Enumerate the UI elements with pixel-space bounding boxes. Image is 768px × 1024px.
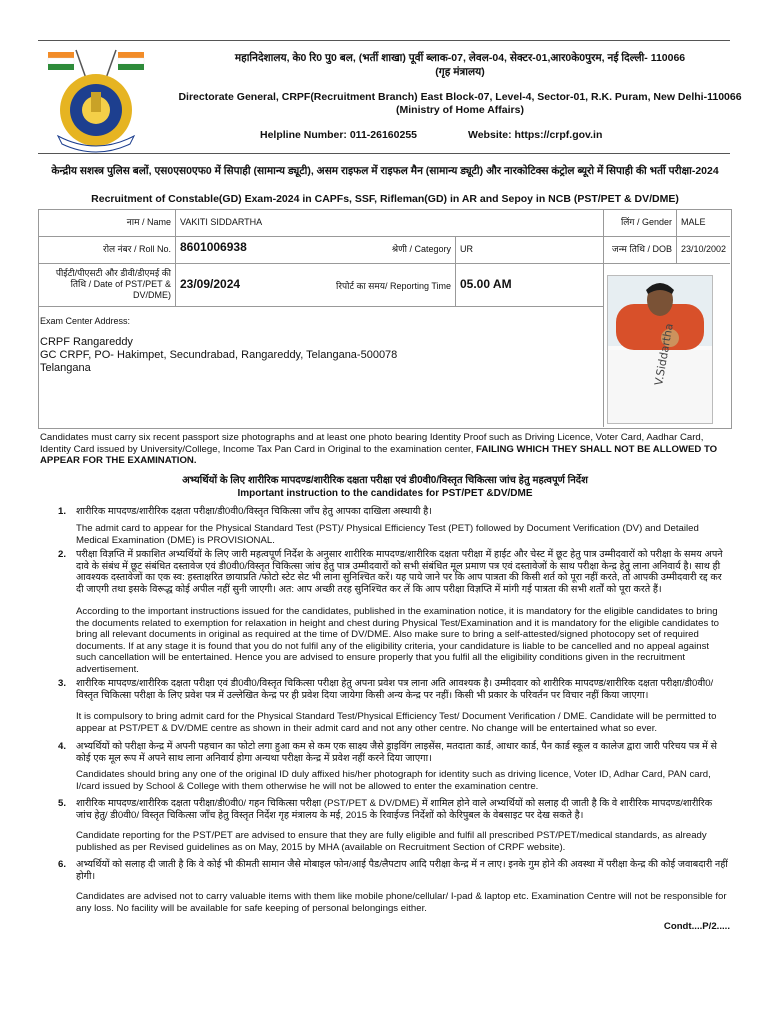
instruction-2-number: 2.: [58, 549, 67, 560]
continued-page-marker: Condt....P/2.....: [663, 921, 730, 932]
instruction-1-number: 1.: [58, 506, 67, 517]
website-link[interactable]: Website: https://crpf.gov.in: [468, 129, 603, 141]
reporting-time: 05.00 AM: [460, 277, 512, 291]
instructions-title-english: Important instruction to the candidates for PST/PET &DV/DME: [237, 488, 533, 499]
test-date-label: पीईटी/पीएसटी और डीवी/डीएमई की तिथि / Date of PST/PET & DV/DME): [55, 268, 171, 300]
instruction-6-english: Candidates are advised not to carry valuable items with them like mobile phone/cellular/ I-pad & laptop etc. Examination Centre will not be responsible for any loss. No facility will be available for safe keeping of personal belongings either.: [76, 891, 727, 914]
candidate-signature: V.Siddartha: [652, 322, 676, 387]
header-hindi-ministry: (गृह मंत्रालय): [435, 66, 485, 78]
exam-center-label: Exam Center Address:: [40, 316, 131, 326]
candidate-name: VAKITI SIDDARTHA: [180, 217, 263, 227]
exam-title-hindi: केन्द्रीय सशस्त्र पुलिस बलों, एस0एस0एफ0 में सिपाही (सामान्य ड्यूटी), असम राइफल में राइफल मैन (सामान्य ड्यूटी) और नारकोटिक्स कंट्रोल ब्यूरो में सिपाही की भर्ती परीक्षा-2024: [51, 165, 719, 177]
candidate-photo: [607, 275, 713, 424]
helpline-number: Helpline Number: 011-26160255: [260, 129, 417, 141]
instruction-3-number: 3.: [58, 678, 67, 689]
name-label: नाम / Name: [126, 217, 171, 227]
instruction-5-hindi: शारीरिक मापदण्ड/शारीरिक दक्षता परीक्षा/डी0वी0/ गहन चिकित्सा परीक्षा (PST/PET & DV/DME) में शामिल होने वाले अभ्यर्थियों को सलाह दी जाती है कि वे शारीरिक मापदण्ड/शारीरिक जांच हेतु/ डी0वी0/ विस्तृत चिकित्सा जाँच हेतु विस्तृत निर्देश गृह मंत्रालय के मई, 2015 के रिवाईज्ड निर्देशों को केरिपुबल के वेबसाइट पर देख सकते है।: [76, 798, 713, 821]
candidate-category: UR: [460, 244, 473, 254]
instruction-2-english: According to the important instructions issued for the candidates, published in the examination notice, it is mandatory for the eligible candidates to bring the documents related to exemption for relaxation in height and chest during Physical Test/Examination and it is mandatory for the eligible candidates to bring all relevant documents in original as required at the time of DV/DME. Also make sure to bring a self-attested/signed photocopy set of required documents. If at any stage it is found that you do not fulfil any of the eligibility criteria, your candidature is liable to be cancelled and no appeal against such cancellation will be entertained. Hence you are advised to ensure properly that you fulfil all the eligibility conditions given in the recruitment advertisement.: [76, 606, 719, 675]
gender-label: लिंग / Gender: [620, 217, 672, 227]
header-english-address: Directorate General, CRPF(Recruitment Branch) East Block-07, Level-4, Sector-01, R.K. Puram, New Delhi-110066: [178, 91, 742, 103]
instruction-4-english: Candidates should bring any one of the original ID duly affixed his/her photograph for identity such as driving licence, Voter ID, Adhar Card, PAN card, I/card issued by School & College with them otherwise he will not be allowed to enter the examination centre.: [76, 769, 711, 792]
exam-center-address: GC CRPF, PO- Hakimpet, Secundrabad, Rangareddy, Telangana-500078: [40, 349, 398, 361]
roll-label: रोल नंबर / Roll No.: [103, 244, 171, 254]
candidate-gender: MALE: [681, 217, 706, 227]
exam-title-english: Recruitment of Constable(GD) Exam-2024 in CAPFs, SSF, Rifleman(GD) in AR and Sepoy in NCB (PST/PET & DV/DME): [91, 193, 679, 205]
reporting-time-label: रिपोर्ट का समय/ Reporting Time: [336, 281, 451, 291]
instruction-6-hindi: अभ्यर्थियों को सलाह दी जाती है कि वे कोई भी कीमती सामान जैसे मोबाइल फोन/आई पैड/लैपटाप आदि परीक्षा केन्द्र में न लाए। इनके गुम होने की अवस्था में परीक्षा केन्द्र की कोई जवाबदारी नहीं होगी।: [76, 859, 728, 882]
instruction-3-english: It is compulsory to bring admit card for the Physical Standard Test/Physical Efficiency Test/ Document Verification / DME. Candidate will be permitted to appear at PST/PET & DV/DME centre as shown in their admit card and not any other centre. No change will be entertained what so ever.: [76, 711, 717, 734]
instruction-6-number: 6.: [58, 859, 67, 870]
instruction-5-english: Candidate reporting for the PST/PET are advised to ensure that they are fully eligible and fulfil all prescribed PST/PET/medical standards, as already published as per Revised guidelines as on May, 2015 by MHA (available on Recruitment Section of CRPF website).: [76, 830, 707, 853]
instruction-1-hindi: शारीरिक मापदण्ड/शारीरिक दक्षता परीक्षा/डी0वी0/विस्तृत चिकित्सा जाँच हेतु आपका दाखिला अस्थायी है।: [76, 506, 432, 517]
header-english-ministry: (Ministry of Home Affairs): [396, 104, 524, 116]
roll-number: 8601006938: [180, 240, 247, 254]
instructions-title-hindi: अभ्यर्थियों के लिए शारीरिक मापदण्ड/शारीरिक दक्षता परीक्षा एवं डी0वी0/विस्तृत चिकित्सा जांच हेतु महत्वपूर्ण निर्देश: [182, 475, 588, 486]
test-date: 23/09/2024: [180, 277, 241, 291]
candidate-dob: 23/10/2002: [681, 244, 727, 254]
instruction-3-hindi: शारीरिक मापदण्ड/शारीरिक दक्षता परीक्षा एवं डी0वी0/विस्तृत चिकित्सा परीक्षा हेतु अपना प्रवेश पत्र लाना अति आवश्यक है। उम्मीदवार को शारीरिक मापदण्ड/शारीरिक दक्षता परीक्षा/डी0वी0/विस्तृत चिकित्सा परीक्षा के लिए प्रवेश पत्र में उल्लेखित केन्द्र पर ही प्रवेश दिया जायेगा किसी अन्य केन्द्र पर नहीं। किसी भी प्रकार के परिवर्तन पर विचार नहीं किया जाएगा।: [76, 678, 714, 701]
exam-center-name: CRPF Rangareddy: [40, 336, 133, 348]
carry-documents-note: Candidates must carry six recent passport size photographs and at least one photo bearing Identity Proof such as Driving Licence, Voter Card, Aadhar Card, Identity Card issued by University/College, Income Tax Pan Card in Original to the examination center, FAILING WHICH THEY SHALL NOT BE ALLOWED TO APPEAR FOR THE EXAMINATION.: [40, 432, 718, 466]
instruction-4-hindi: अभ्यर्थियों को परीक्षा केन्द्र में अपनी पहचान का फोटो लगा हुआ कम से कम एक साक्ष्य जैसे ड्राइविंग लाइसेंस, मतदाता कार्ड, आधार कार्ड, पैन कार्ड स्कूल व कालेज द्वारा जारी परिचय पत्र में से कोई एक मूल रूप में अपने साथ लाना अनिवार्य होगा अन्यथा परीक्षा केन्द्र में प्रवेश नहीं करने दिया जाएगा।: [76, 741, 718, 764]
top-rule: [38, 40, 730, 41]
instruction-1-english: The admit card to appear for the Physical Standard Test (PST)/ Physical Efficiency Test (PET) followed by Document Verification (DV) and Detailed Medical Examination (DME) is PROVISIONAL.: [76, 523, 699, 546]
instruction-4-number: 4.: [58, 741, 67, 752]
dob-label: जन्म तिथि / DOB: [612, 244, 672, 254]
header-hindi-address: महानिदेशालय, के0 रि0 पु0 बल, (भर्ती शाखा) पूर्वी ब्लाक-07, लेवल-04, सेक्टर-01,आर0के0पुरम, नई दिल्ली- 110066: [234, 52, 686, 64]
crpf-logo: [36, 44, 156, 154]
category-label: श्रेणी / Category: [391, 244, 451, 254]
exam-center-state: Telangana: [40, 362, 91, 374]
instruction-2-hindi: परीक्षा विज्ञप्ति में प्रकाशित अभ्यर्थियों के लिए जारी महत्वपूर्ण निर्देश के अनुसार शारीरिक मापदण्ड/शारीरिक दक्षता परीक्षा में हाईट और चेस्ट में छूट हेतु पात्र उम्मीदवारों को परीक्षा के समय अपने दावे के संबंध में छूट संबंधित दस्तावेज एवं डी0वी0/विस्तृत चिकित्सा जांच हेतु पात्र उम्मीदवारों को सभी संबंधित मूल प्रमाण पत्र एवं दस्तावेजों के साथ परीक्षा केन्द्र हेतु लाना अनिवार्य है। साथ ही आवश्यक दस्तावेजों का एक स्व: हस्ताक्षरित छायाप्रति /फोटो स्टेट सेट भी लाना सुनिश्चित करें। यह पाये जाने पर कि आप पात्रता की किसी शर्त को पूरा नहीं करते, तो आपकी उम्मीदवारी रद्द कर दी जाएगी तथा इसके विरूद्ध कोई अपील नहीं सुनी जाएगी। अत: आप अच्छी तरह सुनिश्चित कर लें कि आप परीक्षा विज्ञप्ति में मांगी गई पात्रता की सभी शर्तों को पूरा करते हैं।: [76, 549, 723, 595]
instruction-5-number: 5.: [58, 798, 67, 809]
